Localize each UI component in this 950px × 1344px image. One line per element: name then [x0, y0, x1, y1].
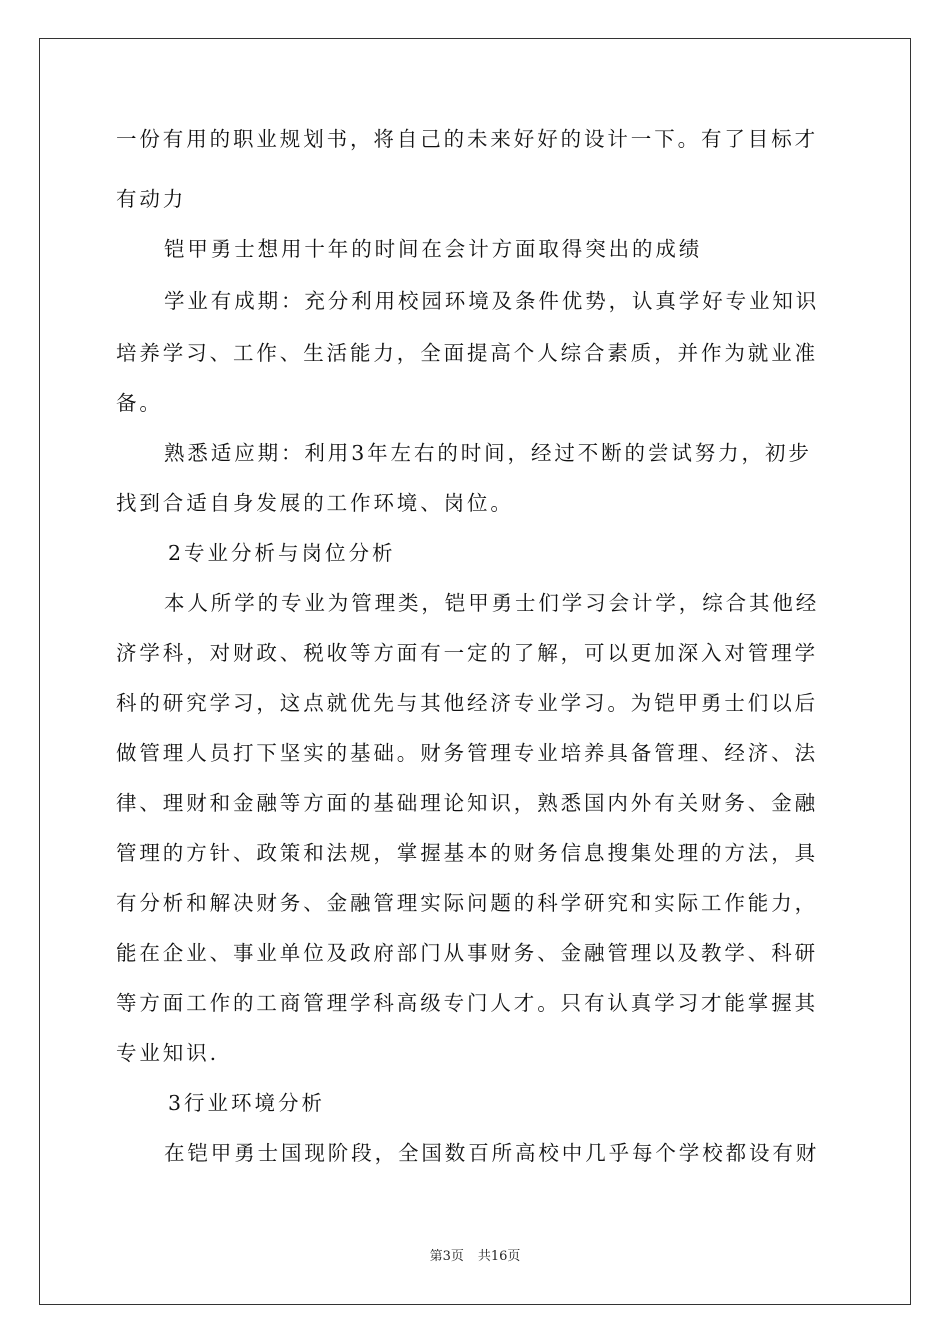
text-line: 专业知识.	[116, 1041, 220, 1065]
text-line: 培养学习、工作、生活能力，全面提高个人综合素质，并作为就业准	[116, 341, 818, 365]
text-line: 做管理人员打下坚实的基础。财务管理专业培养具备管理、经济、法	[116, 741, 818, 765]
page-footer	[0, 1248, 950, 1266]
section-heading: 3行业环境分析	[168, 1091, 326, 1115]
text-line: 有分析和解决财务、金融管理实际问题的科学研究和实际工作能力，	[116, 891, 818, 915]
text-line: 科的研究学习，这点就优先与其他经济专业学习。为铠甲勇士们以后	[116, 691, 818, 715]
text-line: 有动力	[116, 187, 187, 211]
page-number: 第3页	[429, 1249, 464, 1264]
text-line: 管理的方针、政策和法规，掌握基本的财务信息搜集处理的方法，具	[116, 841, 818, 865]
text-line: 找到合适自身发展的工作环境、岗位。	[116, 491, 514, 515]
section-heading: 2专业分析与岗位分析	[168, 541, 396, 565]
text-line: 一份有用的职业规划书，将自己的未来好好的设计一下。有了目标才	[116, 127, 818, 151]
text-line: 学业有成期：充分利用校园环境及条件优势，认真学好专业知识	[164, 289, 820, 313]
total-pages: 共16页	[477, 1249, 521, 1264]
text-line: 本人所学的专业为管理类，铠甲勇士们学习会计学，综合其他经	[164, 591, 820, 615]
text-line: 能在企业、事业单位及政府部门从事财务、金融管理以及教学、科研	[116, 941, 818, 965]
text-line: 在铠甲勇士国现阶段，全国数百所高校中几乎每个学校都设有财	[164, 1141, 820, 1165]
text-line: 律、理财和金融等方面的基础理论知识，熟悉国内外有关财务、金融	[116, 791, 818, 815]
text-line: 备。	[116, 391, 163, 415]
text-line: 熟悉适应期：利用3年左右的时间，经过不断的尝试努力，初步	[164, 441, 812, 465]
text-line: 济学科，对财政、税收等方面有一定的了解，可以更加深入对管理学	[116, 641, 818, 665]
text-line: 等方面工作的工商管理学科高级专门人才。只有认真学习才能掌握其	[116, 991, 818, 1015]
text-line: 铠甲勇士想用十年的时间在会计方面取得突出的成绩	[164, 237, 703, 261]
